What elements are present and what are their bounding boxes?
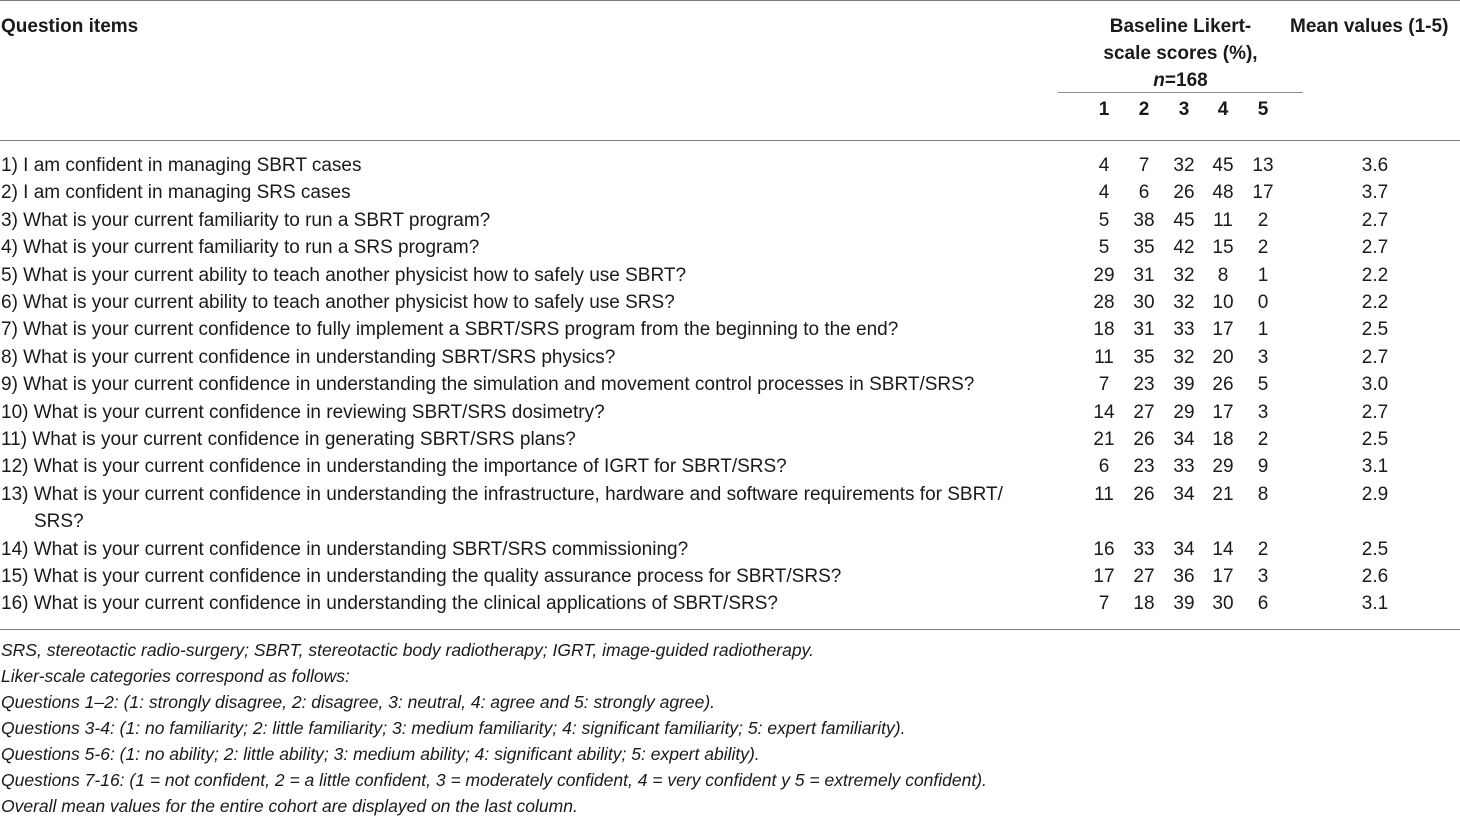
score-cell-1: 7 <box>1098 593 1110 615</box>
question-text-line: 11) What is your current confidence in generating SBRT/SRS plans? <box>1 429 576 450</box>
question-text-line: 13) What is your current confidence in understanding the infrastructure, hardware and software requirements for SBRT/ <box>1 483 1003 505</box>
question-text <box>1 426 1079 453</box>
score-cell-5: 5 <box>1257 374 1269 396</box>
score-cell-3: 34 <box>1173 429 1195 450</box>
score-cell-3: 45 <box>1173 209 1195 231</box>
score-cell-3: 39 <box>1173 374 1195 396</box>
score-cell-3: 36 <box>1173 566 1195 587</box>
header-bottom-rule <box>0 140 1460 141</box>
mean-value-cell: 3.1 <box>1361 456 1389 478</box>
footnote-questions-7-16: Questions 7-16: (1 = not confident, 2 = a little confident, 3 = moderately confident, 4 = very confident y 5 = extremely confident). <box>1 770 987 790</box>
score-cell-5: 1 <box>1257 264 1269 286</box>
score-cell-5: 3 <box>1257 566 1269 587</box>
footnote-questions-1-2: Questions 1–2: (1: strongly disagree, 2: disagree, 3: neutral, 4: agree and 5: strongly agree). <box>1 692 716 712</box>
score-cell-1: 4 <box>1098 155 1110 176</box>
score-cell-5: 13 <box>1252 155 1274 176</box>
score-cell-4: 21 <box>1212 483 1234 505</box>
score-cell-4: 17 <box>1212 566 1234 587</box>
question-text <box>1 563 1079 590</box>
question-text-line: 8) What is your current confidence in understanding SBRT/SRS physics? <box>1 346 616 368</box>
question-text-line: 2) I am confident in managing SRS cases <box>1 182 351 204</box>
mean-value-cell: 3.6 <box>1361 155 1389 176</box>
score-cell-5: 8 <box>1257 483 1269 505</box>
score-cell-1: 16 <box>1093 538 1115 560</box>
score-cell-1: 14 <box>1093 401 1115 423</box>
question-text-line: 1) I am confident in managing SBRT cases <box>1 155 362 176</box>
question-text <box>1 234 1079 261</box>
header-baseline-n <box>1058 67 1303 94</box>
question-text <box>1 344 1079 371</box>
score-cell-1: 11 <box>1094 483 1114 505</box>
score-cell-4: 15 <box>1212 237 1234 259</box>
score-cell-2: 33 <box>1133 538 1155 560</box>
footnote-questions-5-6: Questions 5-6: (1: no ability; 2: little ability; 3: medium ability; 4: significant ability; 5: expert ability). <box>1 744 760 764</box>
header-mean-values: Mean values (1-5) <box>1290 16 1449 37</box>
question-text-line: 4) What is your current familiarity to run a SRS program? <box>1 237 480 259</box>
question-text-line: 6) What is your current ability to teach another physicist how to safely use SRS? <box>1 292 675 313</box>
score-cell-3: 34 <box>1173 483 1195 505</box>
question-text <box>1 453 1079 480</box>
score-cell-5: 1 <box>1257 319 1269 341</box>
score-cell-5: 2 <box>1257 209 1269 231</box>
question-text <box>1 590 1079 617</box>
scale-label-5: 5 <box>1257 99 1269 120</box>
score-cell-2: 35 <box>1133 346 1155 368</box>
mean-value-cell: 2.7 <box>1361 346 1389 368</box>
score-cell-1: 28 <box>1093 292 1115 313</box>
score-cell-5: 9 <box>1257 456 1269 478</box>
mean-value-cell: 3.7 <box>1361 182 1389 204</box>
question-text <box>1 371 1079 398</box>
footnote-mean-note: Overall mean values for the entire cohort are displayed on the last column. <box>1 796 578 816</box>
top-rule <box>0 0 1460 1</box>
score-cell-1: 4 <box>1098 182 1110 204</box>
score-cell-4: 29 <box>1212 456 1234 478</box>
header-baseline-line2: scale scores (%), <box>1103 43 1258 64</box>
score-cell-5: 6 <box>1257 593 1269 615</box>
score-cell-1: 6 <box>1098 456 1110 478</box>
question-text-continuation: SRS? <box>34 510 84 532</box>
score-cell-4: 17 <box>1212 319 1234 341</box>
score-cell-1: 11 <box>1094 346 1114 368</box>
score-cell-4: 30 <box>1212 593 1234 615</box>
score-cell-2: 30 <box>1133 292 1155 313</box>
question-text-line: 14) What is your current confidence in understanding SBRT/SRS commissioning? <box>1 538 689 560</box>
mean-value-cell: 2.6 <box>1361 566 1389 587</box>
score-cell-5: 17 <box>1252 182 1274 204</box>
score-cell-2: 38 <box>1133 209 1155 231</box>
score-cell-3: 42 <box>1173 237 1195 259</box>
question-text <box>1 536 1079 563</box>
score-cell-1: 21 <box>1093 429 1115 450</box>
score-cell-5: 3 <box>1257 346 1269 368</box>
score-cell-1: 18 <box>1093 319 1115 341</box>
score-cell-4: 17 <box>1212 401 1234 423</box>
score-cell-2: 31 <box>1133 319 1155 341</box>
question-text <box>1 207 1079 234</box>
scale-label-4: 4 <box>1217 99 1229 120</box>
score-cell-1: 17 <box>1093 566 1115 587</box>
score-cell-2: 7 <box>1138 155 1150 176</box>
question-text-line: 5) What is your current ability to teach another physicist how to safely use SBRT? <box>1 264 687 286</box>
mean-value-cell: 2.7 <box>1361 401 1389 423</box>
mean-value-cell: 2.2 <box>1361 264 1389 286</box>
score-cell-2: 23 <box>1133 456 1155 478</box>
score-cell-4: 48 <box>1212 182 1234 204</box>
question-text <box>1 399 1079 426</box>
scale-label-3: 3 <box>1178 99 1190 120</box>
score-cell-3: 32 <box>1173 346 1195 368</box>
score-cell-2: 31 <box>1133 264 1155 286</box>
score-cell-5: 2 <box>1257 538 1269 560</box>
score-cell-3: 32 <box>1173 155 1195 176</box>
question-text-line: 10) What is your current confidence in reviewing SBRT/SRS dosimetry? <box>1 401 605 423</box>
question-text-line: 15) What is your current confidence in understanding the quality assurance process for SBRT/SRS? <box>1 566 842 587</box>
score-cell-4: 10 <box>1212 292 1234 313</box>
question-text-line: 12) What is your current confidence in understanding the importance of IGRT for SBRT/SRS? <box>1 456 787 478</box>
score-cell-5: 2 <box>1257 237 1269 259</box>
mean-value-cell: 2.7 <box>1361 209 1389 231</box>
header-n-variable: n <box>1153 70 1165 91</box>
score-cell-4: 8 <box>1217 264 1229 286</box>
score-cell-3: 33 <box>1173 319 1195 341</box>
scale-label-1: 1 <box>1098 99 1110 120</box>
score-cell-4: 45 <box>1212 155 1234 176</box>
mean-value-cell: 3.1 <box>1361 593 1389 615</box>
score-cell-1: 5 <box>1098 209 1110 231</box>
score-cell-2: 27 <box>1133 566 1155 587</box>
score-cell-3: 26 <box>1173 182 1195 204</box>
score-cell-3: 32 <box>1173 292 1195 313</box>
question-text <box>1 179 1079 206</box>
header-n-value: =168 <box>1164 70 1208 91</box>
scale-label-2: 2 <box>1138 99 1150 120</box>
footnote-questions-3-4: Questions 3-4: (1: no familiarity; 2: little familiarity; 3: medium familiarity; 4: significant familiarity; 5: expert familiarity). <box>1 718 906 738</box>
footnote-abbreviations: SRS, stereotactic radio-surgery; SBRT, stereotactic body radiotherapy; IGRT, image-guided radiotherapy. <box>1 640 814 660</box>
question-text-line: 9) What is your current confidence in understanding the simulation and movement control processes in SBRT/SRS? <box>1 374 975 396</box>
header-baseline-scores <box>1058 13 1303 94</box>
mean-value-cell: 2.7 <box>1361 237 1389 259</box>
mean-value-cell: 2.2 <box>1361 292 1389 313</box>
score-cell-1: 29 <box>1093 264 1115 286</box>
score-cell-2: 23 <box>1133 374 1155 396</box>
score-cell-4: 11 <box>1213 209 1233 231</box>
question-text-line: 7) What is your current confidence to fully implement a SBRT/SRS program from the beginning to the end? <box>1 319 899 341</box>
score-cell-1: 5 <box>1098 237 1110 259</box>
mean-value-cell: 2.5 <box>1361 538 1389 560</box>
header-question-items: Question items <box>1 16 139 37</box>
question-text <box>1 481 1079 535</box>
score-cell-5: 3 <box>1257 401 1269 423</box>
score-cell-3: 33 <box>1173 456 1195 478</box>
mean-value-cell: 2.5 <box>1361 429 1389 450</box>
score-cell-3: 39 <box>1173 593 1195 615</box>
score-cell-4: 18 <box>1212 429 1234 450</box>
score-cell-1: 7 <box>1098 374 1110 396</box>
mean-value-cell: 2.5 <box>1361 319 1389 341</box>
header-subrule <box>1058 92 1303 93</box>
footnote-scale-intro: Liker-scale categories correspond as follows: <box>1 666 350 686</box>
score-cell-4: 26 <box>1212 374 1234 396</box>
score-cell-2: 18 <box>1133 593 1155 615</box>
score-cell-5: 0 <box>1257 292 1269 313</box>
score-cell-3: 32 <box>1173 264 1195 286</box>
score-cell-3: 29 <box>1173 401 1195 423</box>
score-cell-2: 26 <box>1133 483 1155 505</box>
question-text-line: 16) What is your current confidence in understanding the clinical applications of SBRT/SRS? <box>1 593 778 615</box>
question-text <box>1 316 1079 343</box>
question-text <box>1 262 1079 289</box>
score-cell-4: 20 <box>1212 346 1234 368</box>
score-cell-2: 35 <box>1133 237 1155 259</box>
table-bottom-rule <box>0 629 1460 630</box>
score-cell-2: 26 <box>1133 429 1155 450</box>
question-text <box>1 152 1079 179</box>
question-text-line: 3) What is your current familiarity to run a SBRT program? <box>1 209 491 231</box>
footnotes <box>1 637 987 819</box>
score-cell-2: 27 <box>1133 401 1155 423</box>
mean-value-cell: 3.0 <box>1361 374 1389 396</box>
score-cell-5: 2 <box>1257 429 1269 450</box>
score-cell-3: 34 <box>1173 538 1195 560</box>
header-baseline-line1: Baseline Likert- <box>1109 16 1252 37</box>
question-text <box>1 289 1079 316</box>
mean-value-cell: 2.9 <box>1361 483 1389 505</box>
score-cell-2: 6 <box>1138 182 1150 204</box>
score-cell-4: 14 <box>1212 538 1234 560</box>
